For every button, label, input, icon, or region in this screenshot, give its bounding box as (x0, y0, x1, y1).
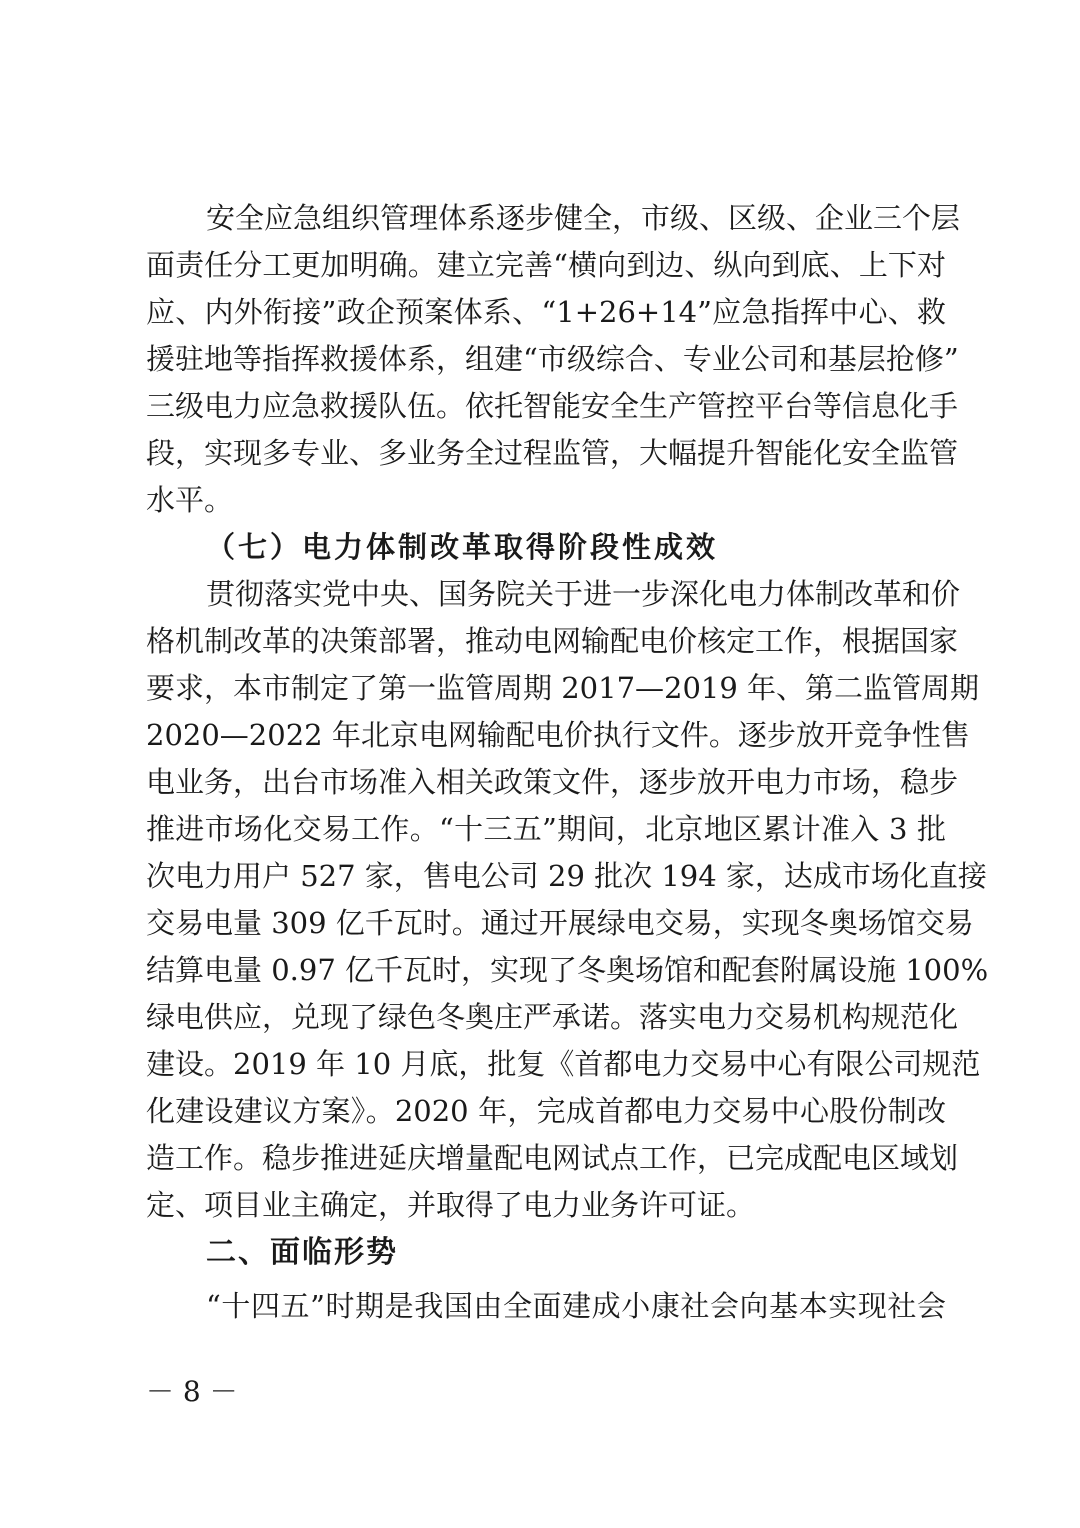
section-2-heading: 二、面临形势 (206, 1235, 398, 1270)
text-line: 应、内外衔接”政企预案体系、“1+26+14”应急指挥中心、救 (146, 295, 946, 329)
text-line: 绿电供应，兑现了绿色冬奥庄严承诺。落实电力交易机构规范化 (146, 1000, 959, 1034)
text-line: 水平。 (146, 483, 234, 517)
text-line: 结算电量 0.97 亿千瓦时，实现了冬奥场馆和配套附属设施 100% (146, 953, 989, 987)
text-line: 面责任分工更加明确。建立完善“横向到边、纵向到底、上下对 (146, 248, 946, 282)
text-line: 格机制改革的决策部署，推动电网输配电价核定工作，根据国家 (146, 624, 959, 658)
page-number: － 8 － (146, 1375, 238, 1408)
section-7-heading: （七）电力体制改革取得阶段性成效 (206, 530, 719, 564)
text-line: 交易电量 309 亿千瓦时。通过开展绿电交易，实现冬奥场馆交易 (146, 906, 974, 940)
text-line: 贯彻落实党中央、国务院关于进一步深化电力体制改革和价 (206, 577, 961, 611)
text-line: 化建设建议方案》。2020 年，完成首都电力交易中心股份制改 (146, 1094, 946, 1128)
text-line: 2020—2022 年北京电网输配电价执行文件。逐步放开竞争性售 (146, 718, 970, 752)
text-line: 建设。2019 年 10 月底，批复《首都电力交易中心有限公司规范 (146, 1047, 981, 1081)
text-line: 要求，本市制定了第一监管周期 2017—2019 年、第二监管周期 (146, 671, 980, 705)
text-line: 三级电力应急救援队伍。依托智能安全生产管控平台等信息化手 (146, 389, 959, 423)
text-line: 造工作。稳步推进延庆增量配电网试点工作，已完成配电区域划 (146, 1141, 959, 1175)
text-line: 援驻地等指挥救援体系，组建“市级综合、专业公司和基层抢修” (146, 342, 959, 376)
text-line: 电业务，出台市场准入相关政策文件，逐步放开电力市场，稳步 (146, 765, 959, 799)
text-line: 定、项目业主确定，并取得了电力业务许可证。 (146, 1188, 756, 1222)
text-line: 次电力用户 527 家，售电公司 29 批次 194 家，达成市场化直接 (146, 859, 987, 893)
text-line: 推进市场化交易工作。“十三五”期间，北京地区累计准入 3 批 (146, 812, 946, 846)
text-line: “十四五”时期是我国由全面建成小康社会向基本实现社会 (206, 1289, 946, 1323)
text-line: 安全应急组织管理体系逐步健全，市级、区级、企业三个层 (206, 201, 961, 235)
text-line: 段，实现多专业、多业务全过程监管，大幅提升智能化安全监管 (146, 436, 959, 470)
